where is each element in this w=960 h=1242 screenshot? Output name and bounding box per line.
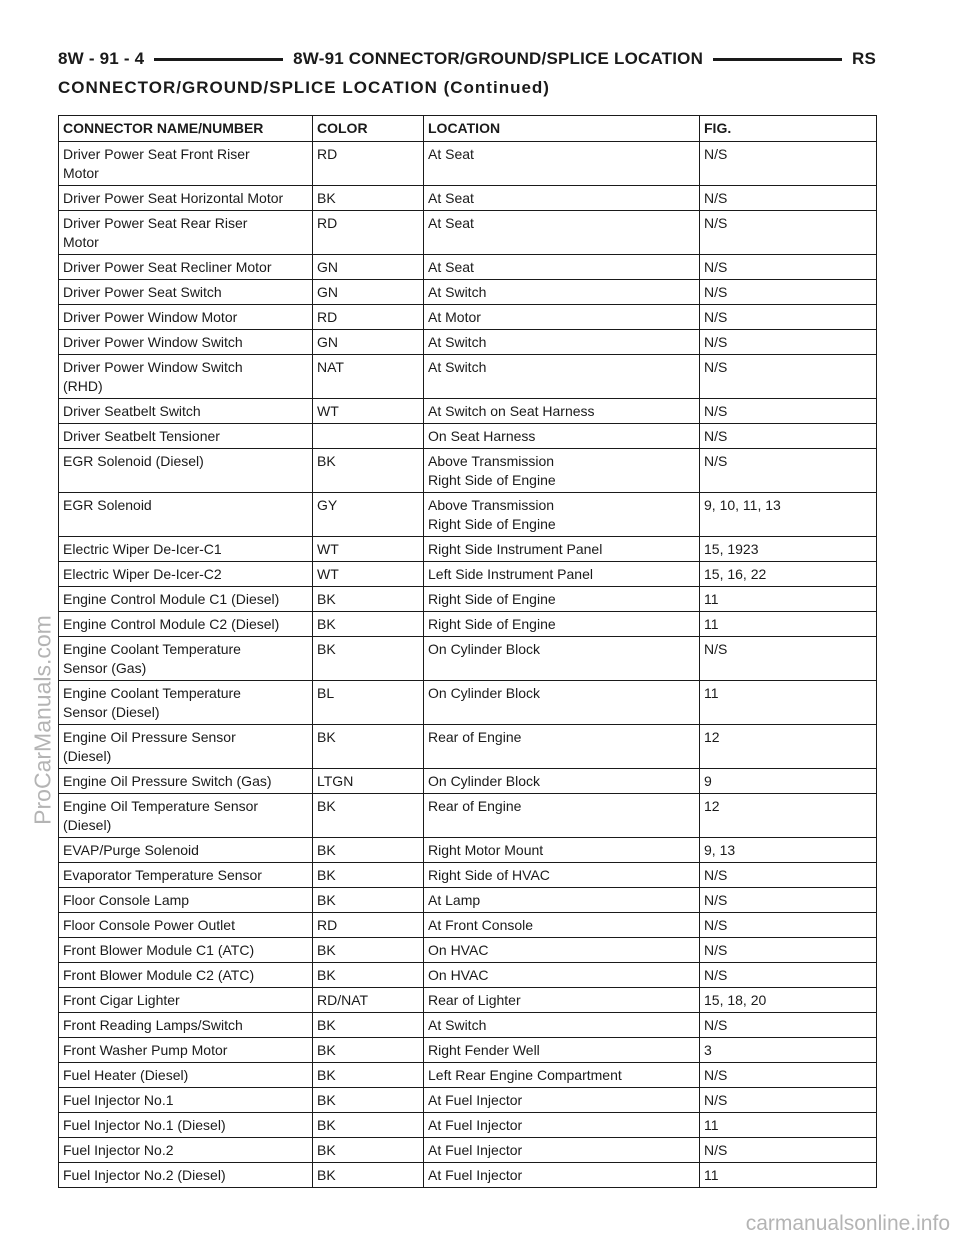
- cell-location: At Seat: [424, 186, 700, 211]
- cell-connector: Driver Power Seat Recliner Motor: [59, 255, 313, 280]
- cell-fig: N/S: [700, 1063, 877, 1088]
- table-row: [59, 211, 877, 255]
- cell-location: On Cylinder Block: [424, 637, 700, 681]
- cell-connector: Driver Power Seat Front Riser Motor: [59, 142, 313, 186]
- cell-fig: N/S: [700, 399, 877, 424]
- cell-fig: 15, 1923: [700, 537, 877, 562]
- cell-location: At Switch: [424, 1013, 700, 1038]
- cell-fig: N/S: [700, 938, 877, 963]
- cell-location: Rear of Lighter: [424, 988, 700, 1013]
- cell-connector: Evaporator Temperature Sensor: [59, 863, 313, 888]
- cell-location: Rear of Engine: [424, 794, 700, 838]
- cell-connector: Front Cigar Lighter: [59, 988, 313, 1013]
- cell-connector: EGR Solenoid: [59, 493, 313, 537]
- side-watermark: [0, 0, 56, 1242]
- table-row: [59, 838, 877, 863]
- cell-connector: Floor Console Lamp: [59, 888, 313, 913]
- table-row: [59, 1113, 877, 1138]
- table-row: [59, 330, 877, 355]
- table-row: [59, 255, 877, 280]
- cell-fig: 12: [700, 794, 877, 838]
- connector-location-table: [58, 115, 877, 1188]
- cell-location: On Cylinder Block: [424, 769, 700, 794]
- cell-connector: Engine Coolant Temperature Sensor (Diesel): [59, 681, 313, 725]
- table-row: [59, 1163, 877, 1188]
- table-row: [59, 1038, 877, 1063]
- cell-location: Right Side of Engine: [424, 612, 700, 637]
- cell-connector: Engine Coolant Temperature Sensor (Gas): [59, 637, 313, 681]
- cell-location: At Front Console: [424, 913, 700, 938]
- table-row: [59, 1138, 877, 1163]
- table-row: [59, 493, 877, 537]
- cell-location: Above Transmission Right Side of Engine: [424, 493, 700, 537]
- cell-location: Right Side of Engine: [424, 587, 700, 612]
- cell-color: BK: [313, 1063, 424, 1088]
- cell-color: BK: [313, 1088, 424, 1113]
- column-header-connector: CONNECTOR NAME/NUMBER: [59, 116, 313, 142]
- cell-location: At Switch: [424, 355, 700, 399]
- cell-connector: Front Reading Lamps/Switch: [59, 1013, 313, 1038]
- cell-connector: Electric Wiper De-Icer-C1: [59, 537, 313, 562]
- cell-color: RD/NAT: [313, 988, 424, 1013]
- cell-location: Above Transmission Right Side of Engine: [424, 449, 700, 493]
- table-row: [59, 681, 877, 725]
- cell-location: At Switch: [424, 280, 700, 305]
- cell-connector: Electric Wiper De-Icer-C2: [59, 562, 313, 587]
- cell-fig: 11: [700, 681, 877, 725]
- table-row: [59, 1013, 877, 1038]
- vehicle-code: RS: [851, 49, 876, 68]
- table-row: [59, 280, 877, 305]
- cell-color: RD: [313, 211, 424, 255]
- cell-color: BK: [313, 587, 424, 612]
- cell-fig: N/S: [700, 888, 877, 913]
- page-header: [58, 44, 876, 74]
- table-row: [59, 769, 877, 794]
- cell-location: At Fuel Injector: [424, 1163, 700, 1188]
- cell-fig: 11: [700, 587, 877, 612]
- table-row: [59, 399, 877, 424]
- cell-connector: Engine Oil Pressure Switch (Gas): [59, 769, 313, 794]
- cell-fig: N/S: [700, 1138, 877, 1163]
- cell-connector: EVAP/Purge Solenoid: [59, 838, 313, 863]
- cell-connector: Driver Power Seat Switch: [59, 280, 313, 305]
- cell-connector: Engine Control Module C2 (Diesel): [59, 612, 313, 637]
- cell-color: BK: [313, 637, 424, 681]
- cell-color: WT: [313, 399, 424, 424]
- cell-fig: N/S: [700, 1088, 877, 1113]
- table-row: [59, 142, 877, 186]
- cell-connector: Driver Power Seat Horizontal Motor: [59, 186, 313, 211]
- cell-connector: Driver Power Window Switch: [59, 330, 313, 355]
- cell-location: Left Rear Engine Compartment: [424, 1063, 700, 1088]
- cell-fig: N/S: [700, 863, 877, 888]
- cell-connector: Fuel Injector No.2 (Diesel): [59, 1163, 313, 1188]
- cell-location: At Fuel Injector: [424, 1138, 700, 1163]
- section-name: 8W-91 CONNECTOR/GROUND/SPLICE LOCATION: [293, 49, 704, 68]
- cell-color: NAT: [313, 355, 424, 399]
- cell-color: BK: [313, 1113, 424, 1138]
- cell-connector: Fuel Injector No.2: [59, 1138, 313, 1163]
- cell-fig: 12: [700, 725, 877, 769]
- table-header-row: [59, 116, 877, 142]
- cell-color: BK: [313, 1013, 424, 1038]
- cell-connector: EGR Solenoid (Diesel): [59, 449, 313, 493]
- cell-color: BK: [313, 888, 424, 913]
- cell-color: WT: [313, 537, 424, 562]
- cell-location: Right Side of HVAC: [424, 863, 700, 888]
- cell-color: BK: [313, 725, 424, 769]
- table-row: [59, 1088, 877, 1113]
- cell-location: At Seat: [424, 255, 700, 280]
- cell-fig: 9, 10, 11, 13: [700, 493, 877, 537]
- column-header-location: LOCATION: [424, 116, 700, 142]
- table-row: [59, 449, 877, 493]
- cell-color: RD: [313, 305, 424, 330]
- cell-color: BK: [313, 963, 424, 988]
- table-row: [59, 587, 877, 612]
- cell-fig: N/S: [700, 255, 877, 280]
- page-number: 8W - 91 - 4: [58, 49, 145, 68]
- cell-color: GY: [313, 493, 424, 537]
- cell-location: Left Side Instrument Panel: [424, 562, 700, 587]
- cell-color: BK: [313, 863, 424, 888]
- cell-fig: 11: [700, 612, 877, 637]
- cell-fig: N/S: [700, 424, 877, 449]
- table-row: [59, 913, 877, 938]
- header-rule-left: [154, 58, 283, 61]
- cell-connector: Driver Power Window Motor: [59, 305, 313, 330]
- cell-location: At Lamp: [424, 888, 700, 913]
- cell-color: RD: [313, 913, 424, 938]
- table-row: [59, 888, 877, 913]
- cell-fig: 15, 16, 22: [700, 562, 877, 587]
- cell-connector: Floor Console Power Outlet: [59, 913, 313, 938]
- cell-location: At Fuel Injector: [424, 1113, 700, 1138]
- table-row: [59, 355, 877, 399]
- cell-location: On HVAC: [424, 963, 700, 988]
- cell-fig: N/S: [700, 963, 877, 988]
- cell-location: At Seat: [424, 211, 700, 255]
- cell-fig: N/S: [700, 142, 877, 186]
- cell-fig: N/S: [700, 637, 877, 681]
- cell-connector: Engine Oil Temperature Sensor (Diesel): [59, 794, 313, 838]
- header-rule-right: [713, 58, 842, 61]
- column-header-color: COLOR: [313, 116, 424, 142]
- table-row: [59, 305, 877, 330]
- cell-fig: N/S: [700, 1013, 877, 1038]
- cell-fig: N/S: [700, 449, 877, 493]
- cell-fig: N/S: [700, 186, 877, 211]
- cell-fig: N/S: [700, 280, 877, 305]
- cell-connector: Driver Power Seat Rear Riser Motor: [59, 211, 313, 255]
- cell-fig: 11: [700, 1113, 877, 1138]
- cell-connector: Front Blower Module C1 (ATC): [59, 938, 313, 963]
- cell-connector: Fuel Heater (Diesel): [59, 1063, 313, 1088]
- cell-location: At Seat: [424, 142, 700, 186]
- cell-fig: 9, 13: [700, 838, 877, 863]
- cell-location: Rear of Engine: [424, 725, 700, 769]
- cell-location: Right Side Instrument Panel: [424, 537, 700, 562]
- table-row: [59, 963, 877, 988]
- cell-color: BK: [313, 449, 424, 493]
- cell-fig: N/S: [700, 913, 877, 938]
- cell-location: At Switch on Seat Harness: [424, 399, 700, 424]
- cell-color: BK: [313, 794, 424, 838]
- cell-color: BL: [313, 681, 424, 725]
- cell-connector: Front Blower Module C2 (ATC): [59, 963, 313, 988]
- cell-connector: Driver Seatbelt Switch: [59, 399, 313, 424]
- cell-connector: Fuel Injector No.1 (Diesel): [59, 1113, 313, 1138]
- cell-color: LTGN: [313, 769, 424, 794]
- bottom-watermark: carmanualsonline.info: [745, 1212, 950, 1235]
- cell-color: BK: [313, 1163, 424, 1188]
- cell-connector: Engine Oil Pressure Sensor (Diesel): [59, 725, 313, 769]
- table-row: [59, 988, 877, 1013]
- cell-color: GN: [313, 280, 424, 305]
- cell-color: BK: [313, 838, 424, 863]
- cell-connector: Driver Seatbelt Tensioner: [59, 424, 313, 449]
- table-row: [59, 612, 877, 637]
- cell-fig: 9: [700, 769, 877, 794]
- page-title: CONNECTOR/GROUND/SPLICE LOCATION (Continued): [58, 78, 550, 97]
- cell-connector: Front Washer Pump Motor: [59, 1038, 313, 1063]
- table-row: [59, 562, 877, 587]
- table-row: [59, 186, 877, 211]
- cell-location: At Switch: [424, 330, 700, 355]
- cell-fig: 15, 18, 20: [700, 988, 877, 1013]
- cell-location: On Cylinder Block: [424, 681, 700, 725]
- cell-location: At Motor: [424, 305, 700, 330]
- cell-color: BK: [313, 1038, 424, 1063]
- table-row: [59, 537, 877, 562]
- table-row: [59, 637, 877, 681]
- cell-connector: Driver Power Window Switch (RHD): [59, 355, 313, 399]
- cell-color: RD: [313, 142, 424, 186]
- table-row: [59, 938, 877, 963]
- cell-location: Right Fender Well: [424, 1038, 700, 1063]
- cell-color: BK: [313, 1138, 424, 1163]
- cell-color: GN: [313, 330, 424, 355]
- cell-color: BK: [313, 938, 424, 963]
- cell-color: BK: [313, 186, 424, 211]
- cell-fig: 11: [700, 1163, 877, 1188]
- table-row: [59, 725, 877, 769]
- cell-fig: N/S: [700, 305, 877, 330]
- table-row: [59, 863, 877, 888]
- cell-connector: Fuel Injector No.1: [59, 1088, 313, 1113]
- column-header-fig: FIG.: [700, 116, 877, 142]
- cell-location: On HVAC: [424, 938, 700, 963]
- cell-fig: N/S: [700, 355, 877, 399]
- cell-fig: 3: [700, 1038, 877, 1063]
- cell-fig: N/S: [700, 211, 877, 255]
- cell-color: [313, 424, 424, 449]
- cell-location: At Fuel Injector: [424, 1088, 700, 1113]
- cell-color: GN: [313, 255, 424, 280]
- table-row: [59, 424, 877, 449]
- cell-fig: N/S: [700, 330, 877, 355]
- cell-location: On Seat Harness: [424, 424, 700, 449]
- cell-color: WT: [313, 562, 424, 587]
- table-row: [59, 794, 877, 838]
- side-watermark-text: ProCarManuals.com: [29, 615, 56, 825]
- cell-location: Right Motor Mount: [424, 838, 700, 863]
- cell-color: BK: [313, 612, 424, 637]
- cell-connector: Engine Control Module C1 (Diesel): [59, 587, 313, 612]
- table-row: [59, 1063, 877, 1088]
